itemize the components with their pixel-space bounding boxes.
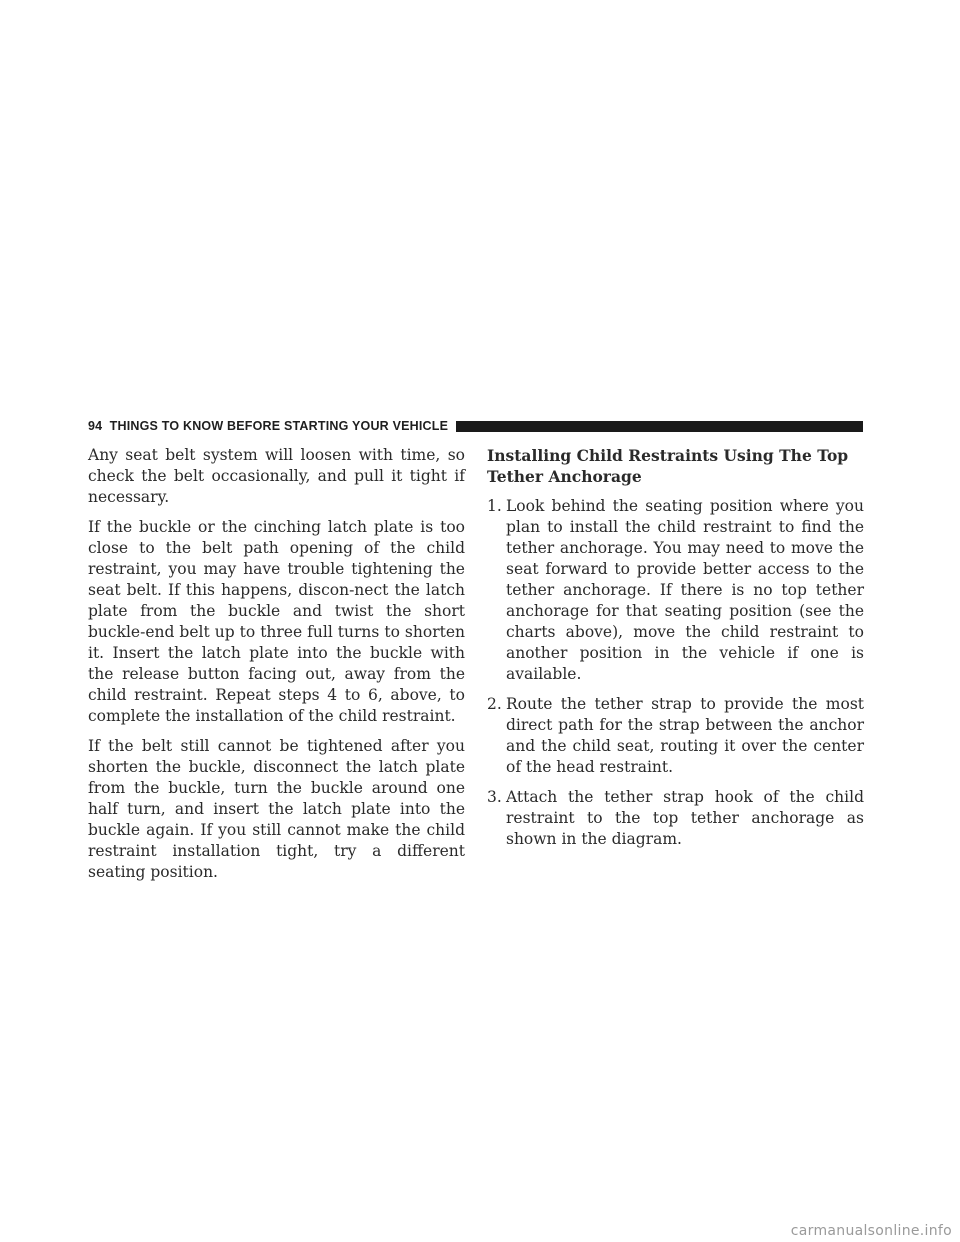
- paragraph-buckle-close: If the buckle or the cinching latch plate is too close to the belt path opening of the child restraint, you may have trouble tightening the seat belt. If this happens, discon-nect the latch plate from the buckle and twist the short buckle-end belt up to three full turns to shorten it. Insert the latch plate into the buckle with the release button facing out, away from the child restraint. Repeat steps 4 to 6, above, to complete the installation of the child restraint.: [88, 518, 465, 725]
- step-item: [487, 694, 864, 778]
- step-item: [487, 496, 864, 685]
- left-column: [88, 445, 465, 892]
- step-number: 1.: [487, 497, 502, 515]
- step-item: [487, 787, 864, 850]
- paragraph-still-loose: If the belt still cannot be tightened after you shorten the buckle, disconnect the latch plate from the buckle, turn the buckle around one half turn, and insert the latch plate into the buckle again. If you still cannot make the child restraint installation tight, try a different seating position.: [88, 737, 465, 881]
- step-number: 2.: [487, 695, 502, 713]
- right-column: [487, 445, 864, 859]
- section-heading: Installing Child Restraints Using The Top Tether Anchorage: [487, 446, 849, 486]
- step-number: 3.: [487, 788, 502, 806]
- paragraph-loosen: Any seat belt system will loosen with time, so check the belt occasionally, and pull it tight if necessary.: [88, 446, 465, 506]
- step-text: Look behind the seating position where you plan to install the child restraint to find the tether anchorage. You may need to move the seat forward to provide better access to the tether anchorage. If there is no top tether anchorage for that seating position (see the charts above), move the child restraint to another position in the vehicle if one is available.: [506, 497, 864, 683]
- step-text: Route the tether strap to provide the most direct path for the strap between the anchor and the child seat, routing it over the center of the head restraint.: [506, 695, 864, 776]
- page-number: 94: [88, 419, 103, 433]
- header-rule-bar: [456, 421, 863, 432]
- header-text: [88, 419, 456, 433]
- watermark-text: carmanualsonline.info: [790, 1223, 952, 1239]
- section-title: THINGS TO KNOW BEFORE STARTING YOUR VEHICLE: [109, 419, 449, 433]
- page-header: [88, 418, 863, 434]
- step-text: Attach the tether strap hook of the child restraint to the top tether anchorage as shown in the diagram.: [506, 788, 864, 848]
